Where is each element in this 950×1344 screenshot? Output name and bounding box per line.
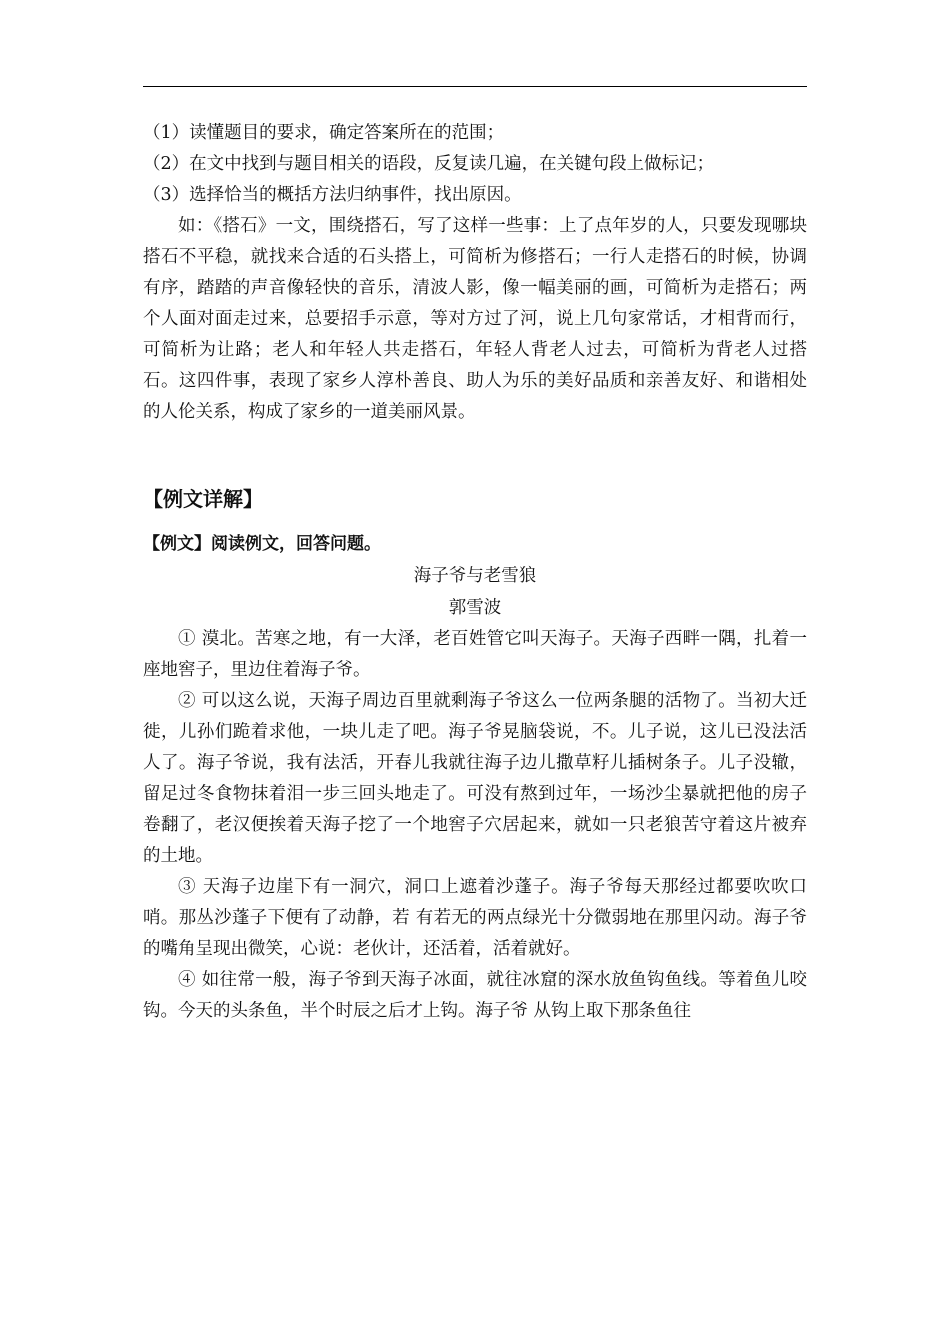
- step-3: （3）选择恰当的概括方法归纳事件，找出原因。: [143, 185, 522, 205]
- article-paragraph-4: ④ 如往常一般，海子爷到天海子冰面，就往冰窟的深水放鱼钩鱼线。等着鱼儿咬钩。今天的头条鱼，半个时辰之后才上钩。海子爷 从钩上取下那条鱼往: [143, 970, 807, 1021]
- article-paragraph-2: ② 可以这么说，天海子周边百里就剩海子爷这么一位两条腿的活物了。当初大迁徙，儿孙们跪着求他，一块儿走了吧。海子爷晃脑袋说，不。儿子说，这儿已没法活人了。海子爷说，我有法活，开春儿我就往海子边儿撒草籽儿插树条子。儿子没辙，留足过冬食物抹着泪一步三回头地走了。可没有熬到过年，一场沙尘暴就把他的房子卷翻了，老汉便挨着天海子挖了一个地窖子穴居起来，就如一只老狼苦守着这片被弃的土地。: [143, 691, 807, 866]
- section-heading: 【例文详解】: [143, 487, 263, 511]
- step-2: （2）在文中找到与题目相关的语段，反复读几遍，在关键句段上做标记；: [143, 154, 715, 174]
- article-paragraph-1: ① 漠北。苦寒之地，有一大泽，老百姓管它叫天海子。天海子西畔一隅，扎着一座地窖子，里边住着海子爷。: [143, 629, 807, 680]
- step-1: （1）读懂题目的要求，确定答案所在的范围；: [143, 123, 505, 143]
- article-title: 海子爷与老雪狼: [413, 566, 537, 586]
- example-intro-paragraph: 如：《搭石》一文，围绕搭石，写了这样一些事：上了点年岁的人，只要发现哪块搭石不平稳，就找来合适的石头搭上，可简析为修搭石；一行人走搭石的时候，协调有序，踏踏的声音像轻快的音乐，清波人影，像一幅美丽的画，可简析为走搭石；两个人面对面走过来，总要招手示意，等对方过了河，说上几句家常话，才相背而行，可简析为让路；老人和年轻人共走搭石，年轻人背老人过去，可简析为背老人过搭石。这四件事，表现了家乡人淳朴善良、助人为乐的美好品质和亲善友好、和谐相处的人伦关系，构成了家乡的一道美丽风景。: [143, 216, 807, 422]
- article-author: 郭雪波: [448, 598, 502, 618]
- page-content: [143, 118, 807, 1027]
- header-rule: [143, 86, 807, 87]
- example-label: 【例文】阅读例文，回答问题。: [143, 534, 381, 554]
- article-paragraph-3: ③ 天海子边崖下有一洞穴，洞口上遮着沙蓬子。海子爷每天那经过都要吹吹口哨。那丛沙蓬子下便有了动静，若 有若无的两点绿光十分微弱地在那里闪动。海子爷的嘴角呈现出微笑，心说：老伙计，还活着，活着就好。: [143, 877, 807, 959]
